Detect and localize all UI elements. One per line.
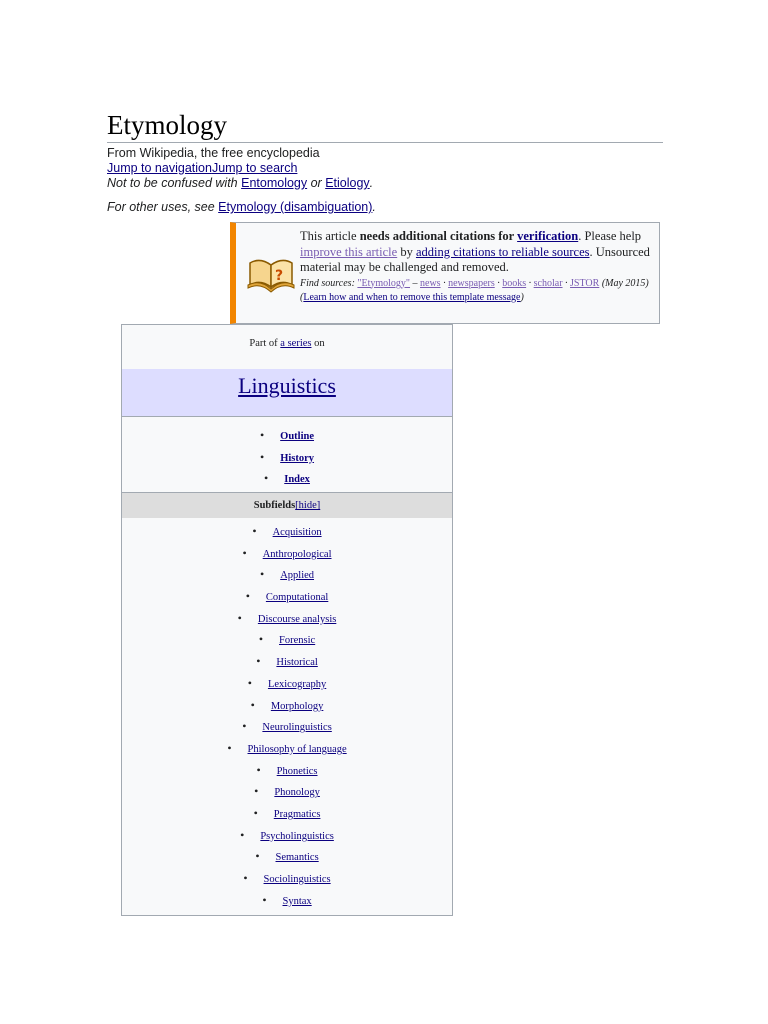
jump-to-navigation-link[interactable]: Jump to navigation	[107, 161, 212, 175]
notice-text-part: . Please help	[578, 229, 642, 243]
sidebar-divider	[122, 416, 452, 417]
list-item: • Semantics	[255, 849, 319, 864]
notice-date: (May 2015)	[601, 277, 649, 289]
list-item: • Computational	[245, 589, 329, 604]
sidebar-pretitle	[122, 338, 452, 349]
entomology-link[interactable]: Entomology	[241, 176, 308, 190]
list-item: • Psycholinguistics	[240, 827, 334, 842]
subfield-link[interactable]: Morphology	[270, 700, 324, 712]
list-item: • Acquisition	[252, 524, 322, 538]
list-item: • Applied	[259, 567, 315, 582]
notice-text-part: . Unsourced material may be challenged and removed.	[300, 244, 650, 274]
verification-link[interactable]: verification	[517, 229, 579, 243]
notice-text-part: by	[397, 244, 416, 259]
jump-links	[107, 161, 297, 175]
list-item: • Syntax	[262, 892, 312, 907]
list-item: • Phonetics	[256, 762, 318, 777]
disambiguation-link[interactable]: Etymology (disambiguation)	[218, 200, 373, 214]
list-item: • Historical	[256, 654, 318, 669]
list-item: • Lexicography	[247, 675, 327, 690]
list-item: • Forensic	[258, 632, 316, 647]
subfields-list	[122, 521, 452, 911]
find-newspapers-link[interactable]: newspapers	[448, 277, 495, 289]
hatnote-other-uses	[107, 200, 376, 214]
subfield-link[interactable]: Forensic	[279, 635, 316, 647]
sidebar-main-links	[122, 425, 452, 490]
find-jstor-link[interactable]: JSTOR	[570, 277, 600, 289]
citation-notice-box	[230, 222, 660, 324]
subfield-link[interactable]: Applied	[280, 570, 315, 582]
subfield-link[interactable]: Computational	[265, 592, 329, 604]
subfield-link[interactable]: Syntax	[282, 895, 312, 907]
subfield-link[interactable]: Psycholinguistics	[260, 830, 334, 842]
subfields-header	[122, 493, 452, 518]
notice-emphasis: needs additional citations for	[359, 229, 518, 243]
etiology-link[interactable]: Etiology	[325, 176, 370, 190]
sidebar-title-band	[122, 369, 452, 416]
find-sources: Find sources: "Etymology" – news · newspapers · books · scholar · JSTOR (May 2015) (Learn how and when to remove this template message)	[300, 277, 649, 303]
series-link[interactable]: a series	[280, 338, 312, 349]
list-item: • Morphology	[250, 697, 324, 712]
outline-link[interactable]: Outline	[280, 431, 315, 442]
list-item: • Phonology	[254, 784, 320, 799]
linguistics-title-link[interactable]: Linguistics	[238, 373, 336, 398]
find-books-link[interactable]: books	[502, 277, 527, 289]
hatnote-text: .	[372, 200, 376, 214]
sidebar-pretitle-text: Part of	[249, 338, 281, 349]
find-news-link[interactable]: news	[420, 277, 441, 289]
adding-citations-link[interactable]: adding citations to reliable sources	[415, 244, 590, 259]
list-item: • Outline	[259, 428, 315, 442]
hatnote-text: For other uses, see	[107, 200, 219, 214]
svg-text:?: ?	[275, 268, 284, 284]
learn-remove-template-link[interactable]: Learn how and when to remove this template message	[303, 291, 521, 303]
sidebar-pretitle-text: on	[311, 338, 325, 349]
index-link[interactable]: Index	[284, 474, 310, 486]
hatnote-text: or	[307, 176, 326, 190]
find-dash: –	[410, 277, 421, 289]
subfield-link[interactable]: Historical	[276, 657, 318, 669]
list-item: • History	[259, 449, 315, 464]
find-scholar-link[interactable]: scholar	[533, 277, 563, 289]
list-item: • Neurolinguistics	[242, 719, 332, 734]
tagline: From Wikipedia, the free encyclopedia	[107, 146, 320, 160]
hatnote-confused	[107, 176, 373, 190]
list-item: • Sociolinguistics	[243, 871, 331, 885]
subfield-link[interactable]: Pragmatics	[273, 808, 321, 820]
hide-toggle[interactable]: [hide]	[295, 500, 321, 511]
improve-article-link[interactable]: improve this article	[300, 244, 398, 259]
subfields-label: Subfields	[253, 500, 296, 511]
subfield-link[interactable]: Semantics	[275, 852, 319, 864]
list-item: • Philosophy of language	[227, 740, 347, 755]
find-query-link[interactable]: "Etymology"	[357, 277, 411, 289]
subfield-link[interactable]: Neurolinguistics	[262, 722, 332, 734]
subfield-link[interactable]: Lexicography	[267, 678, 327, 690]
history-link[interactable]: History	[280, 452, 315, 464]
find-sources-label: Find sources:	[300, 277, 355, 289]
subfield-link[interactable]: Phonology	[274, 787, 320, 799]
subfield-link[interactable]: Sociolinguistics	[263, 874, 331, 885]
list-item: • Index	[264, 471, 310, 486]
notice-text-part: This article	[300, 229, 360, 243]
list-item: • Pragmatics	[253, 805, 321, 820]
subfield-link[interactable]: Philosophy of language	[247, 743, 347, 755]
subfield-link[interactable]: Anthropological	[262, 548, 332, 560]
jump-to-search-link[interactable]: Jump to search	[211, 161, 298, 175]
subfield-link[interactable]: Discourse analysis	[257, 613, 337, 625]
notice-text	[300, 229, 662, 305]
hatnote-text: .	[369, 176, 374, 190]
book-question-icon	[246, 249, 296, 293]
page-title: Etymology	[107, 108, 663, 143]
subfield-link[interactable]: Phonetics	[276, 765, 318, 777]
subfield-link[interactable]: Acquisition	[272, 527, 322, 538]
list-item: • Discourse analysis	[237, 610, 337, 625]
list-item: • Anthropological	[242, 545, 332, 560]
linguistics-sidebar	[121, 324, 453, 916]
hatnote-text: Not to be confused with	[107, 176, 242, 190]
